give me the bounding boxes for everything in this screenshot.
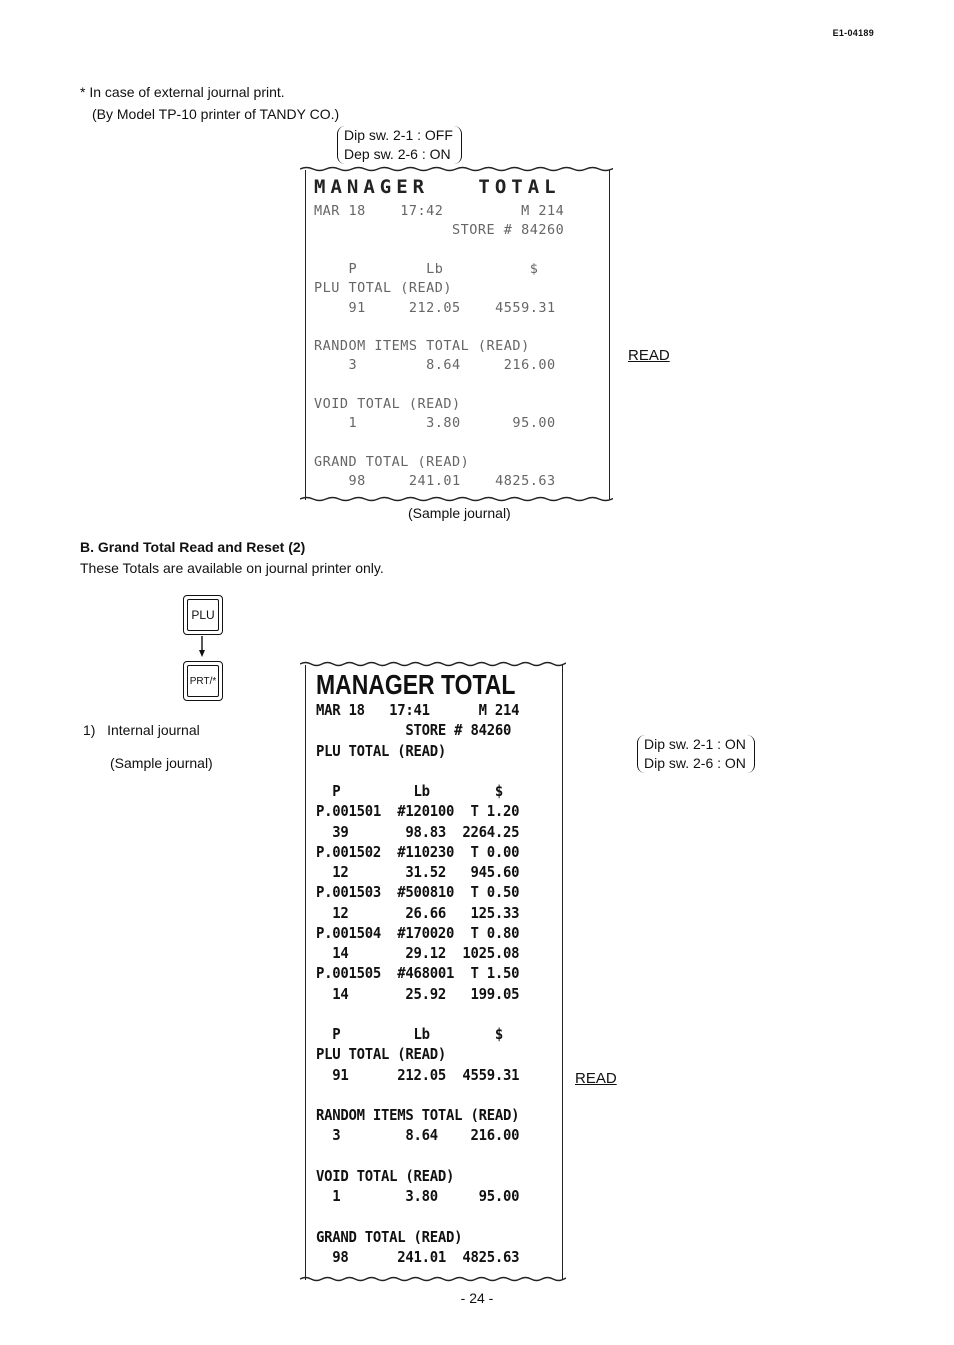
plu-key <box>183 595 223 635</box>
receipt-line: P Lb $ <box>316 782 503 800</box>
receipt-line: VOID TOTAL (READ) <box>314 396 461 412</box>
receipt-line: PLU TOTAL (READ) <box>316 1045 447 1064</box>
receipt-line: P Lb $ <box>316 1025 503 1043</box>
receipt-line: 39 98.83 2264.25 <box>316 822 520 841</box>
print-key-label: PRT/* <box>189 675 217 687</box>
section-description: These Totals are available on journal printer only. <box>80 560 384 576</box>
receipt-line: 3 8.64 216.00 <box>314 357 556 374</box>
dip-line: Dip sw. 2-1 : OFF <box>344 127 453 143</box>
receipt-line: 98 241.01 4825.63 <box>316 1247 520 1266</box>
receipt-line: P.001502 #110230 T 0.00 <box>316 842 520 861</box>
receipt-line: PLU TOTAL (READ) <box>314 280 453 297</box>
receipt-line: P.001503 #500810 T 0.50 <box>316 883 520 902</box>
sample-journal-caption: (Sample journal) <box>408 505 511 521</box>
receipt-line: 14 25.92 199.05 <box>316 984 520 1003</box>
section-heading: B. Grand Total Read and Reset (2) <box>80 539 306 555</box>
receipt-title: MANAGER TOTAL <box>316 669 516 700</box>
receipt-line: RANDOM ITEMS TOTAL (READ) <box>314 338 530 355</box>
receipt-line: VOID TOTAL (READ) <box>316 1166 455 1185</box>
receipt-line: P.001504 #170020 T 0.80 <box>316 923 520 942</box>
dip-line: Dep sw. 2-6 : ON <box>344 146 451 162</box>
external-journal-receipt <box>305 170 610 500</box>
arrow-down-icon <box>197 636 207 658</box>
receipt-line: P Lb $ <box>314 260 539 277</box>
receipt-line: 91 212.05 4559.31 <box>316 1065 520 1084</box>
receipt-title: MANAGER TOTAL <box>314 176 561 198</box>
external-journal-note: * In case of external journal print. <box>80 84 285 100</box>
page-number: - 24 - <box>460 1290 494 1306</box>
external-dip-switch-settings <box>337 126 462 164</box>
internal-journal-label: 1) Internal journal <box>83 722 200 738</box>
receipt-line: 1 3.80 95.00 <box>314 415 556 432</box>
receipt-line: MAR 18 17:41 M 214 <box>316 701 520 719</box>
internal-dip-switch-settings <box>637 735 755 773</box>
receipt-line: STORE # 84260 <box>316 721 512 740</box>
receipt-tear-edge-bottom <box>300 1272 566 1288</box>
receipt-line: 98 241.01 4825.63 <box>314 473 556 490</box>
receipt-line: 12 26.66 125.33 <box>316 903 520 922</box>
receipt-line: 1 3.80 95.00 <box>316 1187 520 1205</box>
printer-model-note: (By Model TP-10 printer of TANDY CO.) <box>92 106 340 122</box>
print-key <box>183 661 223 701</box>
receipt-line: 91 212.05 4559.31 <box>314 299 556 316</box>
receipt-line: MAR 18 17:42 M 214 <box>314 203 565 219</box>
receipt-line: 14 29.12 1025.08 <box>316 944 520 962</box>
document-id: E1-04189 <box>832 28 874 38</box>
receipt-line: GRAND TOTAL (READ) <box>316 1227 463 1246</box>
receipt-line: 3 8.64 216.00 <box>316 1126 520 1145</box>
read-label: READ <box>575 1070 617 1087</box>
receipt-line: GRAND TOTAL (READ) <box>314 453 470 470</box>
receipt-line: P.001501 #120100 T 1.20 <box>316 802 520 821</box>
receipt-line: PLU TOTAL (READ) <box>316 741 447 760</box>
internal-journal-receipt <box>305 665 563 1280</box>
read-label: READ <box>628 347 670 364</box>
dip-line: Dip sw. 2-1 : ON <box>644 736 746 752</box>
receipt-line: STORE # 84260 <box>314 222 565 239</box>
receipt-line: 12 31.52 945.60 <box>316 863 520 881</box>
receipt-line: P.001505 #468001 T 1.50 <box>316 964 520 983</box>
plu-key-label: PLU <box>191 608 215 622</box>
dip-line: Dip sw. 2-6 : ON <box>644 755 746 771</box>
internal-sample-caption: (Sample journal) <box>110 755 213 771</box>
receipt-line: RANDOM ITEMS TOTAL (READ) <box>316 1106 520 1124</box>
